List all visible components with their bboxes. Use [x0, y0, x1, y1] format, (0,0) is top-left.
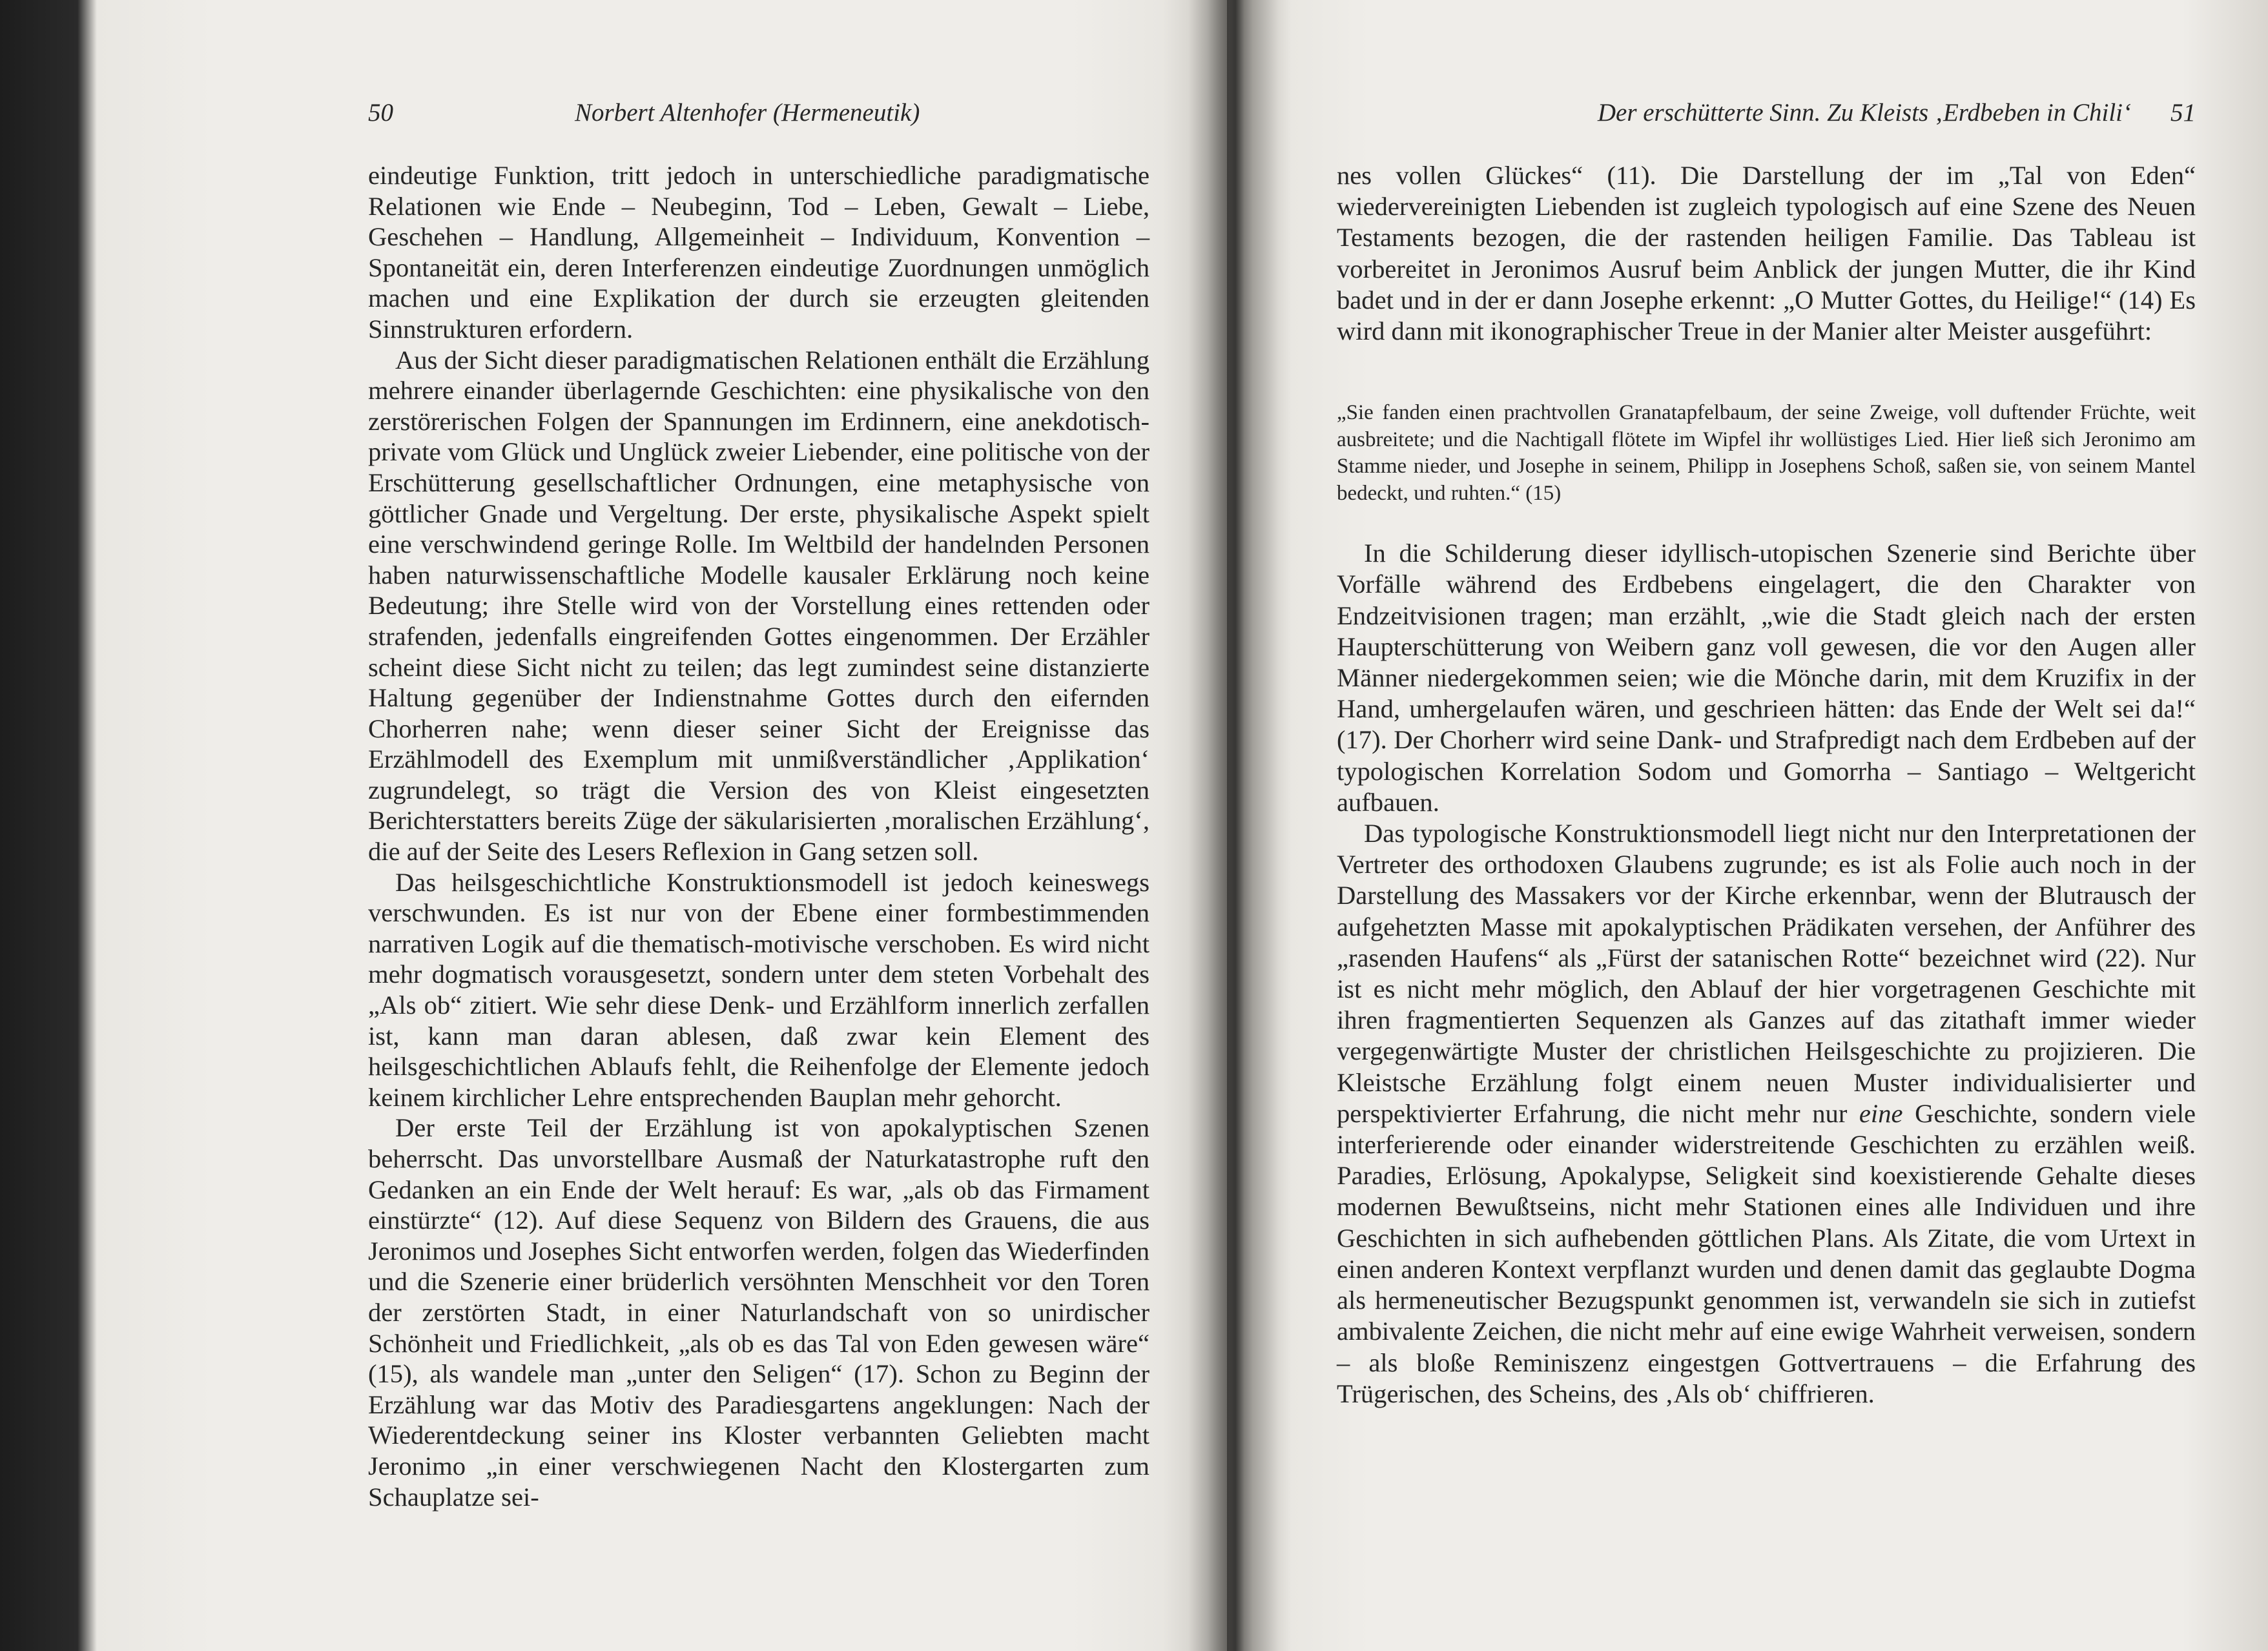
- right-page-number: 51: [2170, 99, 2196, 127]
- left-page-number: 50: [368, 99, 393, 127]
- right-running-title: Der erschütterte Sinn. Zu Kleists ‚Erdbeben in Chili‘: [1597, 99, 2131, 127]
- gutter-shadow: [1188, 0, 1279, 1651]
- right-page: [1227, 0, 2268, 1651]
- right-paragraph-2: In die Schilderung dieser idyllisch-utopischen Szenerie sind Berichte über Vorfälle während des Erdbebens eingelagert, die den Charakter von Endzeitvisionen tragen; man erzählt, „wie die Stadt gleich nach der ersten Haupterschütterung von Weibern ganz voll gewesen, die vor den Augen aller Männer niedergekommen seien; wie die Mönche darin, mit dem Kruzifix in der Hand, umhergelaufen wären, und geschrieen hätten: das Ende der Welt sei da!“ (17). Der Chorherr wird seine Dank- und Strafpredigt nach dem Erdbeben auf der typologischen Korrelation Sodom und Gomorrha – Santiago – Weltgericht aufbauen.: [1337, 538, 2196, 817]
- block-quote: „Sie fanden einen prachtvollen Granatapfelbaum, der seine Zweige, voll duftender Früchte, weit ausbreitete; und die Nachtigall flötete im Wipfel ihr wollüstiges Lied. Hier ließ sich Jeronimo am Stamme nieder, und Josephe in seinem, Philipp in Josephens Schoß, saßen sie, von seinem Mantel bedeckt, und ruhten.“ (15): [1337, 401, 2196, 505]
- right-paragraph-1: nes vollen Glückes“ (11). Die Darstellung der im „Tal von Eden“ wiedervereinigten Liebenden ist zugleich typologisch auf eine Szene des Neuen Testaments bezogen, die der rastenden heiligen Familie. Das Tableau ist vorbereitet in Jeronimos Ausruf beim Anblick der jungen Mutter, die ihr Kind badet und in der er dann Josephe erkennt: „O Mutter Gottes, du Heilige!“ (14) Es wird dann mit ikonographischer Treue in der Manier alter Meister ausgeführt:: [1337, 161, 2196, 346]
- right-paragraph-3: [1337, 818, 2196, 1410]
- right-body-text: [1337, 160, 2196, 1410]
- emphasized-word: eine: [1859, 1098, 1903, 1128]
- left-body-text: [368, 160, 1149, 1512]
- right-paragraph-3-start: Das typologische Konstruktionsmodell liegt nicht nur den Interpretationen der Vertreter des orthodoxen Glaubens zugrunde; es ist als Folie auch noch in der Darstellung des Massakers vor der Kirche erkennbar, wenn der Blutrausch der aufgehetzten Masse mit apokalyptischen Prädikaten versehen, der Anführer des „rasenden Haufens“ als „Fürst der satanischen Rotte“ bezeichnet wird (22). Nur ist es nicht mehr möglich, den Ablauf der hier vorgetragenen Geschichte mit ihren fragmentierten Sequenzen als Ganzes auf das zitathaft immer wieder vergegenwärtigte Muster der christlichen Heilsgeschichte zu projizieren. Die Kleistsche Erzählung folgt einem neuen Muster individualisierter und perspektivierter Erfahrung, die nicht mehr nur: [1337, 819, 2196, 1128]
- right-paragraph-3-end: Geschichte, sondern viele interferierende oder einander widerstreitende Geschichten zu erzählen weiß. Paradies, Erlösung, Apokalypse, Seligkeit sind koexistierende Gehalte dieses modernen Bewußtseins, nicht mehr Stationen eines alle Individuen und ihre Geschichten in sich aufhebenden göttlichen Plans. Als Zitate, die vom Urtext in einen anderen Kontext verpflanzt wurden und denen damit das geglaubte Dogma als hermeneutischer Bezugspunkt genommen ist, verwandeln sie sich in zutiefst ambivalente Zeichen, die nicht mehr auf eine ewige Wahrheit verweisen, sondern – als bloße Reminiszenz eingestgen Gottvertrauens – die Erfahrung des Trügerischen, des Scheins, des ‚Als ob‘ chiffrieren.: [1337, 1098, 2196, 1408]
- left-running-title: Norbert Altenhofer (Hermeneutik): [575, 99, 920, 127]
- left-paragraph-2: Aus der Sicht dieser paradigmatischen Relationen enthält die Erzählung mehrere einander überlagernde Geschichten: eine physikalische von den zerstörerischen Folgen der Spannungen im Erdinnern, eine anekdotisch-private vom Glück und Unglück zweier Liebender, eine politische von der Erschütterung gesellschaftlicher Ordnungen, eine metaphysische von göttlicher Gnade und Vergeltung. Der erste, physikalische Aspekt spielt eine verschwindend geringe Rolle. Im Weltbild der handelnden Personen haben naturwissenschaftliche Modelle kausaler Erklärung noch keine Bedeutung; ihre Stelle wird von der Vorstellung eines rettenden oder strafenden, jedenfalls eingreifenden Gottes eingenommen. Der Erzähler scheint diese Sicht nicht zu teilen; das legt zumindest seine distanzierte Haltung gegenüber der Indienstnahme Gottes durch den eifernden Chorherren nahe; wenn dieser seiner Sicht der Ereignisse das Erzählmodell des Exemplum mit unmißverständlicher ‚Applikation‘ zugrundelegt, so trägt die Version des von Kleist eingesetzten Berichterstatters bereits Züge der säkularisierten ‚moralischen Erzählung‘, die auf der Seite des Lesers Reflexion in Gang setzen soll.: [368, 345, 1149, 867]
- left-paragraph-3: Das heilsgeschichtliche Konstruktionsmodell ist jedoch keineswegs verschwunden. Es ist nur von der Ebene einer formbestimmenden narrativen Logik auf die thematisch-motivische verschoben. Es wird nicht mehr dogmatisch vorausgesetzt, sondern unter dem steten Vorbehalt des „Als ob“ zitiert. Wie sehr diese Denk- und Erzählform innerlich zerfallen ist, kann man daran ablesen, daß zwar kein Element des heilsgeschichtlichen Ablaufs fehlt, die Reihenfolge der Elemente jedoch keinem kirchlicher Lehre entsprechenden Bauplan mehr gehorcht.: [368, 867, 1149, 1112]
- left-paragraph-1: eindeutige Funktion, tritt jedoch in unterschiedliche paradigmatische Relationen wie Ende – Neubeginn, Tod – Leben, Gewalt – Liebe, Geschehen – Handlung, Allgemeinheit – Individuum, Konvention – Spontaneität ein, deren Interferenzen eindeutige Zuordnungen unmöglich machen und eine Explikation der durch sie erzeugten gleitenden Sinnstrukturen erfordern.: [368, 161, 1149, 344]
- left-paragraph-4: Der erste Teil der Erzählung ist von apokalyptischen Szenen beherrscht. Das unvorstellbare Ausmaß der Naturkatastrophe ruft den Gedanken an ein Ende der Welt herauf: Es war, „als ob das Firmament einstürzte“ (12). Auf diese Sequenz von Bildern des Grauens, die aus Jeronimos und Josephes Sicht entworfen werden, folgen das Wiederfinden und die Szenerie einer brüderlich versöhnten Menschheit vor den Toren der zerstörten Stadt, in einer Naturlandschaft von so unirdischer Schönheit und Friedlichkeit, „als ob es das Tal von Eden gewesen wäre“ (15), als wandele man „unter den Seligen“ (17). Schon zu Beginn der Erzählung war das Motiv des Paradiesgartens angeklungen: Nach der Wiederentdeckung seiner ins Kloster verbannten Geliebten macht Jeronimo „in einer verschwiegenen Nacht den Klostergarten zum Schauplatze sei-: [368, 1113, 1149, 1512]
